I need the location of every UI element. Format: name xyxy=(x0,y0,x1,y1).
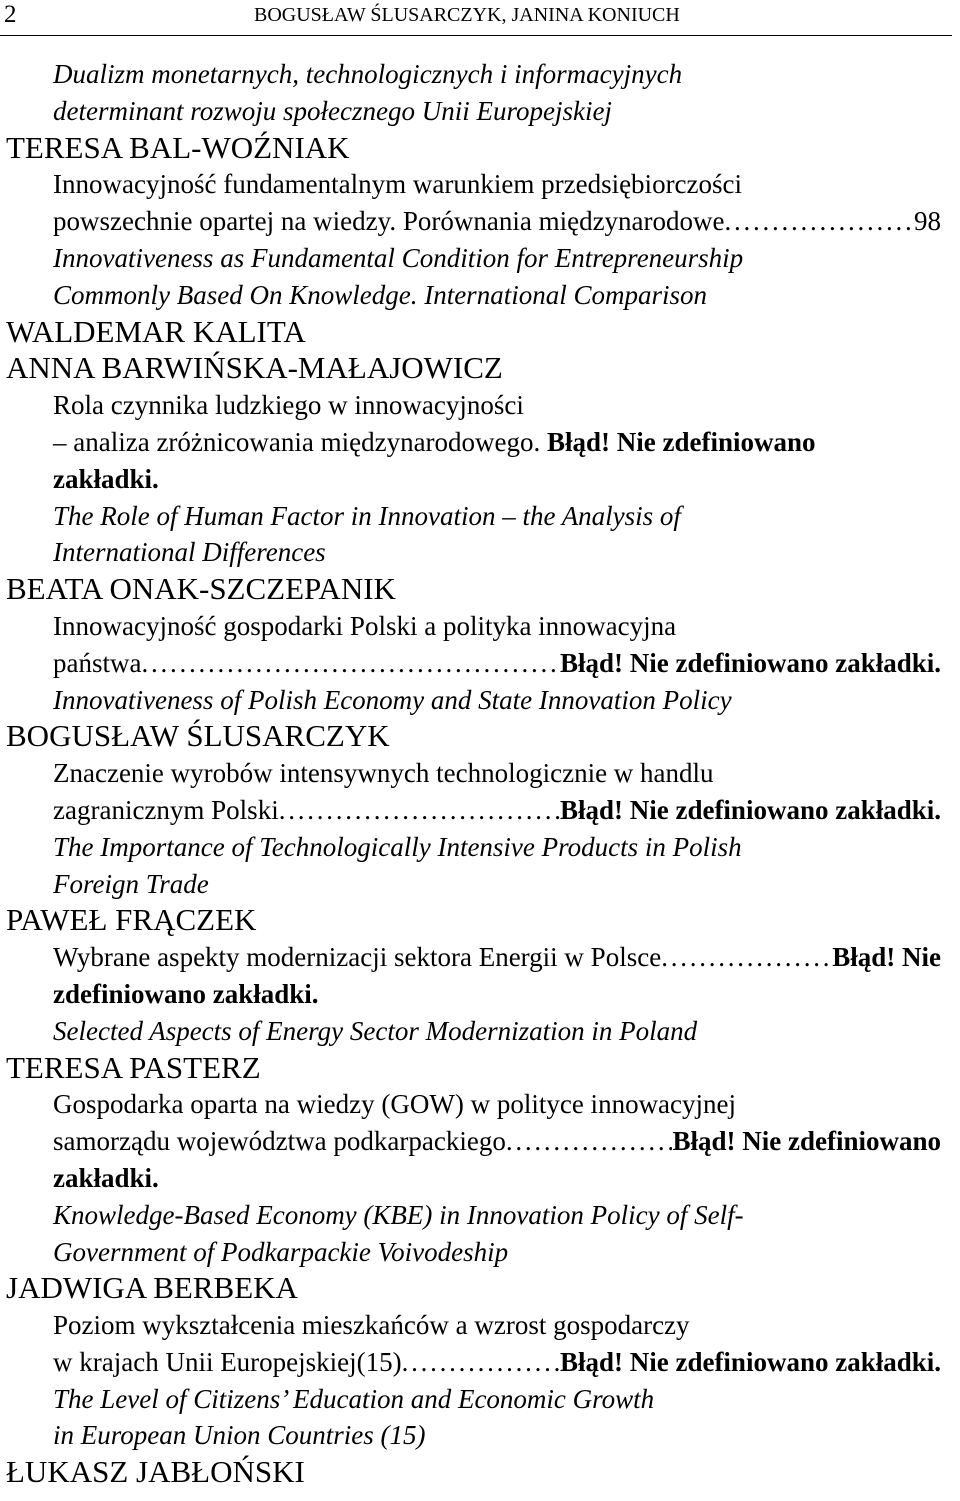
toc-row[interactable] xyxy=(53,424,960,461)
entry-title-pl: w krajach Unii Europejskiej(15) xyxy=(53,1346,402,1377)
dot-leader xyxy=(661,939,832,976)
entry-author: PAWEŁ FRĄCZEK xyxy=(6,902,257,938)
dot-leader xyxy=(141,645,559,682)
entry-title-en: Commonly Based On Knowledge. International Comparison xyxy=(53,279,707,310)
entry-author: WALDEMAR KALITA xyxy=(6,313,306,349)
entry-title-en: Dualizm monetarnych, technologicznych i informacyjnych xyxy=(53,59,683,89)
entry-title-pl: Rola czynnika ludzkiego w innowacyjności xyxy=(53,390,524,421)
entry-author: ANNA BARWIŃSKA-MAŁAJOWICZ xyxy=(6,350,503,386)
entry-title-pl: Gospodarka oparta na wiedzy (GOW) w polityce innowacyjnej xyxy=(53,1089,737,1120)
page-header xyxy=(0,0,960,44)
bookmark-error: Błąd! Nie xyxy=(832,942,941,973)
toc-row[interactable] xyxy=(53,939,941,976)
entry-title-en: Foreign Trade xyxy=(53,868,209,899)
entry-title-en: The Role of Human Factor in Innovation – the Analysis of xyxy=(53,500,681,531)
entry-title-pl: Innowacyjność fundamentalnym warunkiem przedsiębiorczości xyxy=(53,169,743,200)
bookmark-error: zakładki. xyxy=(53,463,159,494)
entry-title-pl: Znaczenie wyrobów intensywnych technologicznie w handlu xyxy=(53,758,714,789)
entry-author: TERESA BAL-WOŹNIAK xyxy=(6,129,350,165)
bookmark-error: Błąd! Nie zdefiniowano zakładki. xyxy=(559,1346,941,1377)
bookmark-error: zakładki. xyxy=(53,1162,159,1193)
toc-row[interactable] xyxy=(53,1123,941,1160)
dot-leader xyxy=(725,203,914,240)
bookmark-error: Błąd! Nie zdefiniowano xyxy=(672,1126,941,1157)
entry-author: JADWIGA BERBEKA xyxy=(6,1270,298,1306)
table-of-contents xyxy=(0,56,948,1491)
bookmark-error: zdefiniowano zakładki. xyxy=(53,978,319,1009)
dot-leader xyxy=(506,1123,673,1160)
entry-author: BEATA ONAK-SZCZEPANIK xyxy=(6,571,396,607)
entry-author: ŁUKASZ JABŁOŃSKI xyxy=(6,1454,305,1490)
entry-title-pl: samorządu województwa podkarpackiego xyxy=(53,1126,506,1157)
toc-row[interactable] xyxy=(53,645,941,682)
entry-title-pl: Innowacyjność gospodarki Polski a polityka innowacyjna xyxy=(53,610,677,641)
bookmark-error: Błąd! Nie zdefiniowano zakładki. xyxy=(559,647,941,678)
entry-author: TERESA PASTERZ xyxy=(6,1049,261,1085)
entry-title-en: Knowledge-Based Economy (KBE) in Innovation Policy of Self- xyxy=(53,1199,744,1230)
entry-title-en: The Importance of Technologically Intensive Products in Polish xyxy=(53,831,742,862)
entry-author: BOGUSŁAW ŚLUSARCZYK xyxy=(6,718,390,754)
entry-title-en: Government of Podkarpackie Voivodeship xyxy=(53,1236,509,1267)
bookmark-error: Błąd! Nie zdefiniowano zakładki. xyxy=(559,794,941,825)
running-head: BOGUSŁAW ŚLUSARCZYK, JANINA KONIUCH xyxy=(254,4,680,26)
toc-row[interactable] xyxy=(53,203,941,240)
dot-leader xyxy=(402,1344,560,1381)
entry-title-en: The Level of Citizens’ Education and Economic Growth xyxy=(53,1383,655,1414)
entry-title-en: Innovativeness of Polish Economy and State Innovation Policy xyxy=(53,684,732,715)
bookmark-error: Błąd! Nie zdefiniowano xyxy=(547,426,816,457)
header-rule xyxy=(0,35,952,36)
entry-title-pl: Wybrane aspekty modernizacji sektora Energii w Polsce xyxy=(53,942,662,973)
entry-title-en: in European Union Countries (15) xyxy=(53,1420,426,1451)
entry-title-pl: państwa xyxy=(53,647,142,678)
page-ref: 98 xyxy=(914,206,941,237)
dot-leader xyxy=(279,792,560,829)
entry-title-pl: zagranicznym Polski xyxy=(53,794,279,825)
page-number: 2 xyxy=(4,1,17,28)
toc-row[interactable] xyxy=(53,1344,941,1381)
entry-title-en: Selected Aspects of Energy Sector Modernization in Poland xyxy=(53,1015,698,1046)
toc-row[interactable] xyxy=(53,792,941,829)
entry-title-pl: powszechnie opartej na wiedzy. Porównania międzynarodowe xyxy=(53,206,725,237)
entry-title-en: International Differences xyxy=(53,537,326,568)
entry-title-en: determinant rozwoju społecznego Unii Europejskiej xyxy=(53,95,612,126)
entry-title-en: Innovativeness as Fundamental Condition for Entrepreneurship xyxy=(53,242,744,273)
entry-title-pl: – analiza zróżnicowania międzynarodowego. xyxy=(53,426,541,457)
entry-title-pl: Poziom wykształcenia mieszkańców a wzrost gospodarczy xyxy=(53,1310,690,1341)
